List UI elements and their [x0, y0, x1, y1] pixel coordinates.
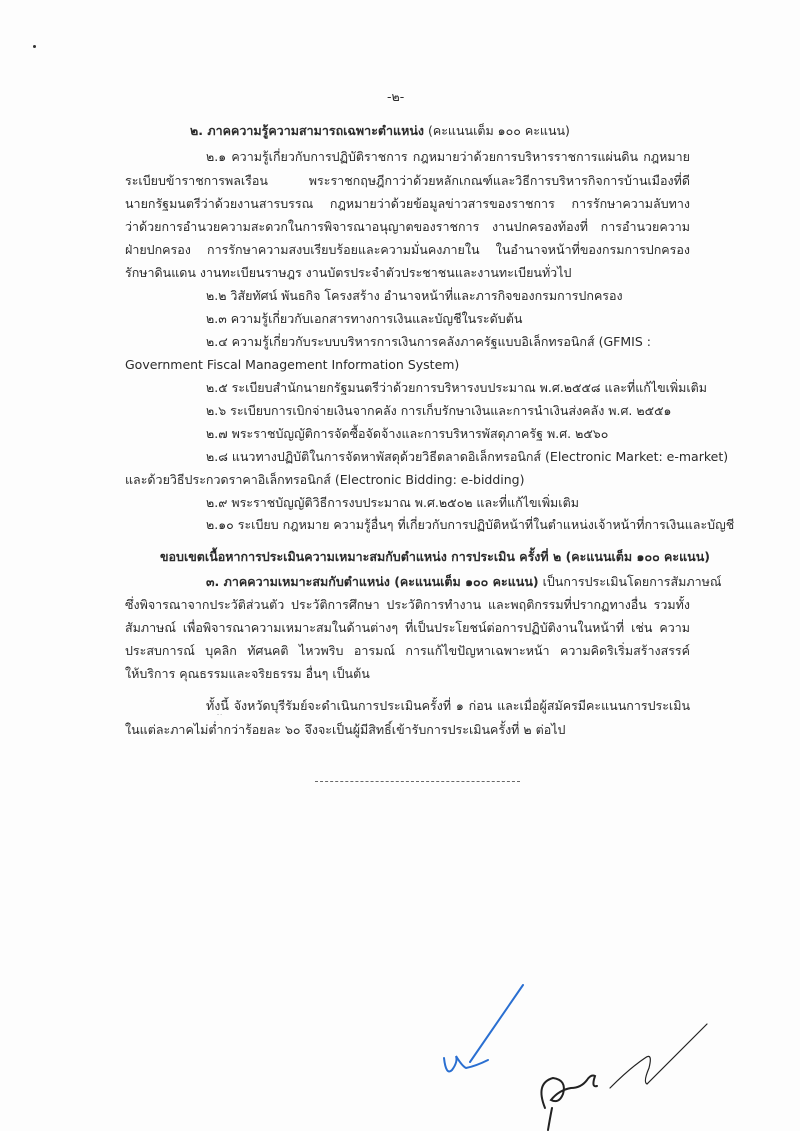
item-2-10: ๒.๑๐ ระเบียบ กฎหมาย ความรู้อื่นๆ ที่เกี่ยวกับการปฏิบัติหน้าที่ในตำแหน่งเจ้าหน้าที่การเงินและบัญชี [206, 517, 735, 532]
item-3-line: ซึ่งพิจารณาจากประวัติส่วนตัว ประวัติการศึกษา ประวัติการทำงาน และพฤติกรรมที่ปรากฏทางอื่น รวมทั้ง [125, 597, 690, 612]
section2-heading-score: (คะแนนเต็ม ๑๐๐ คะแนน) [427, 123, 570, 138]
item-2-4-line: Government Fiscal Management Information System) [125, 357, 460, 372]
item-2-1-line: ๒.๑ ความรู้เกี่ยวกับการปฏิบัติราชการ กฎหมายว่าด้วยการบริหารราชการแผ่นดิน กฎหมาย [206, 149, 690, 164]
item-2-1-line: นายกรัฐมนตรีว่าด้วยงานสารบรรณ กฎหมายว่าด้วยข้อมูลข่าวสารของราชการ การรักษาความลับทาง [125, 196, 690, 211]
item-2-1-line: ฝ่ายปกครอง การรักษาความสงบเรียบร้อยและความมั่นคงภายใน ในอำนาจหน้าที่ของกรมการปกครอง [125, 242, 690, 257]
item-3-title: ๓. ภาคความเหมาะสมกับตำแหน่ง (คะแนนเต็ม ๑๐๐ คะแนน) [206, 574, 539, 589]
item-2-1-line: รักษาดินแดน งานทะเบียนราษฎร งานบัตรประจำตัวประชาชนและงานทะเบียนทั่วไป [125, 265, 572, 280]
item-2-8-line: ๒.๘ แนวทางปฏิบัติในการจัดหาพัสดุด้วยวิธีตลาดอิเล็กทรอนิกส์ (Electronic Market: e-market) [206, 449, 729, 464]
section2-heading-title: ๒. ภาคความรู้ความสามารถเฉพาะตำแหน่ง [190, 123, 424, 138]
handwritten-signature [541, 1024, 707, 1130]
item-2-3: ๒.๓ ความรู้เกี่ยวกับเอกสารทางการเงินและบัญชีในระดับต้น [206, 311, 523, 326]
item-2-1-line: ว่าด้วยการอำนวยความสะดวกในการพิจารณาอนุญาตของราชการ งานปกครองท้องที่ การอำนวยความ [125, 219, 690, 234]
item-3-line: สัมภาษณ์ เพื่อพิจารณาความเหมาะสมในด้านต่างๆ ที่เป็นประโยชน์ต่อการปฏิบัติงานในหน้าที่ เช่น ความ [125, 620, 690, 635]
item-2-5: ๒.๕ ระเบียบสำนักนายกรัฐมนตรีว่าด้วยการบริหารงบประมาณ พ.ศ.๒๕๕๘ และที่แก้ไขเพิ่มเติม [206, 380, 708, 395]
item-3-text: เป็นการประเมินโดยการสัมภาษณ์ [538, 574, 722, 589]
item-2-7: ๒.๗ พระราชบัญญัติการจัดซื้อจัดจ้างและการบริหารพัสดุภาครัฐ พ.ศ. ๒๕๖๐ [206, 426, 609, 441]
initials-signature [444, 985, 523, 1072]
closing-line: ในแต่ละภาคไม่ต่ำกว่าร้อยละ ๖๐ จึงจะเป็นผู้มีสิทธิ์เข้ารับการประเมินครั้งที่ ๒ ต่อไป [125, 722, 566, 737]
item-2-2: ๒.๒ วิสัยทัศน์ พันธกิจ โครงสร้าง อำนาจหน้าที่และภารกิจของกรมการปกครอง [206, 288, 623, 303]
item-2-9: ๒.๙ พระราชบัญญัติวิธีการงบประมาณ พ.ศ.๒๕๐๒ และที่แก้ไขเพิ่มเติม [206, 495, 579, 510]
item-3-line: ให้บริการ คุณธรรมและจริยธรรม อื่นๆ เป็นต้น [125, 666, 370, 681]
page-number: -๒- [387, 89, 405, 104]
item-2-8-line: และด้วยวิธีประกวดราคาอิเล็กทรอนิกส์ (Electronic Bidding: e-bidding) [125, 472, 525, 487]
item-2-6: ๒.๖ ระเบียบการเบิกจ่ายเงินจากคลัง การเก็บรักษาเงินและการนำเงินส่งคลัง พ.ศ. ๒๕๕๑ [206, 403, 672, 418]
item-3-line: ประสบการณ์ บุคลิก ทัศนคติ ไหวพริบ อารมณ์ การแก้ไขปัญหาเฉพาะหน้า ความคิดริเริ่มสร้างสรรค์ [125, 643, 690, 658]
item-2-1-line: ระเบียบข้าราชการพลเรือน พระราชกฤษฎีกาว่าด้วยหลักเกณฑ์และวิธีการบริหารกิจการบ้านเมืองที่ดี [125, 173, 690, 188]
scope2-heading: ขอบเขตเนื้อหาการประเมินความเหมาะสมกับตำแหน่ง การประเมิน ครั้งที่ ๒ (คะแนนเต็ม ๑๐๐ คะแนน) [160, 549, 710, 564]
closing-line: ทั้งนี้ จังหวัดบุรีรัมย์จะดำเนินการประเมินครั้งที่ ๑ ก่อน และเมื่อผู้สมัครมีคะแนนการประเมิน [206, 698, 690, 713]
item-2-4-line: ๒.๔ ความรู้เกี่ยวกับระบบบริหารการเงินการคลังภาครัฐแบบอิเล็กทรอนิกส์ (GFMIS : [206, 334, 651, 349]
